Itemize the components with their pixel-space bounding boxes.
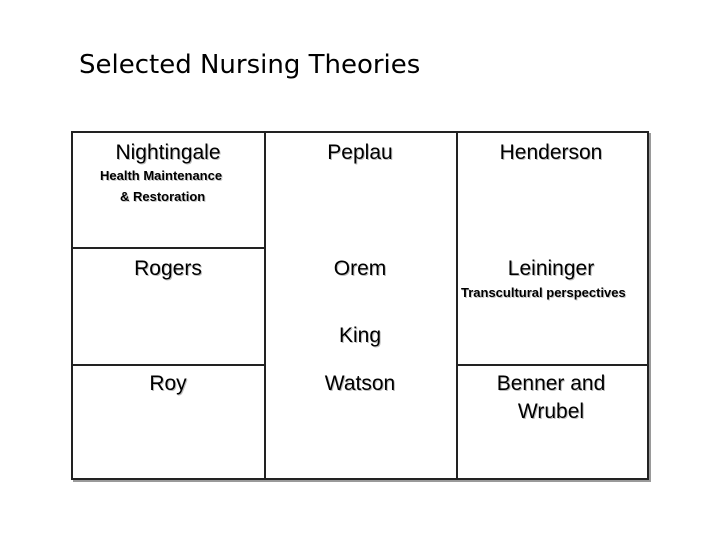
cell-watson: Watson: [324, 372, 396, 395]
nightingale-note-line2: & Restoration: [120, 189, 206, 204]
nightingale-note-line1: Health Maintenance: [100, 168, 223, 183]
leininger-note: Transcultural perspectives: [461, 285, 626, 300]
cell-peplau: Peplau: [327, 141, 393, 164]
cell-king: King: [338, 324, 382, 347]
row-divider-3: [456, 364, 647, 366]
cell-orem: Orem: [333, 257, 387, 280]
row-divider-1: [73, 247, 264, 249]
row-divider-2: [73, 364, 264, 366]
cell-roy: Roy: [149, 372, 187, 395]
cell-benner-line1: Benner and: [496, 372, 606, 395]
cell-henderson: Henderson: [499, 141, 603, 164]
cell-leininger: Leininger: [507, 257, 595, 280]
column-divider-2: [456, 133, 458, 478]
slide-title: Selected Nursing Theories: [79, 50, 421, 80]
cell-benner-line2: Wrubel: [517, 400, 585, 423]
cell-nightingale: Nightingale: [115, 141, 221, 164]
column-divider-1: [264, 133, 266, 478]
cell-rogers: Rogers: [134, 257, 202, 280]
